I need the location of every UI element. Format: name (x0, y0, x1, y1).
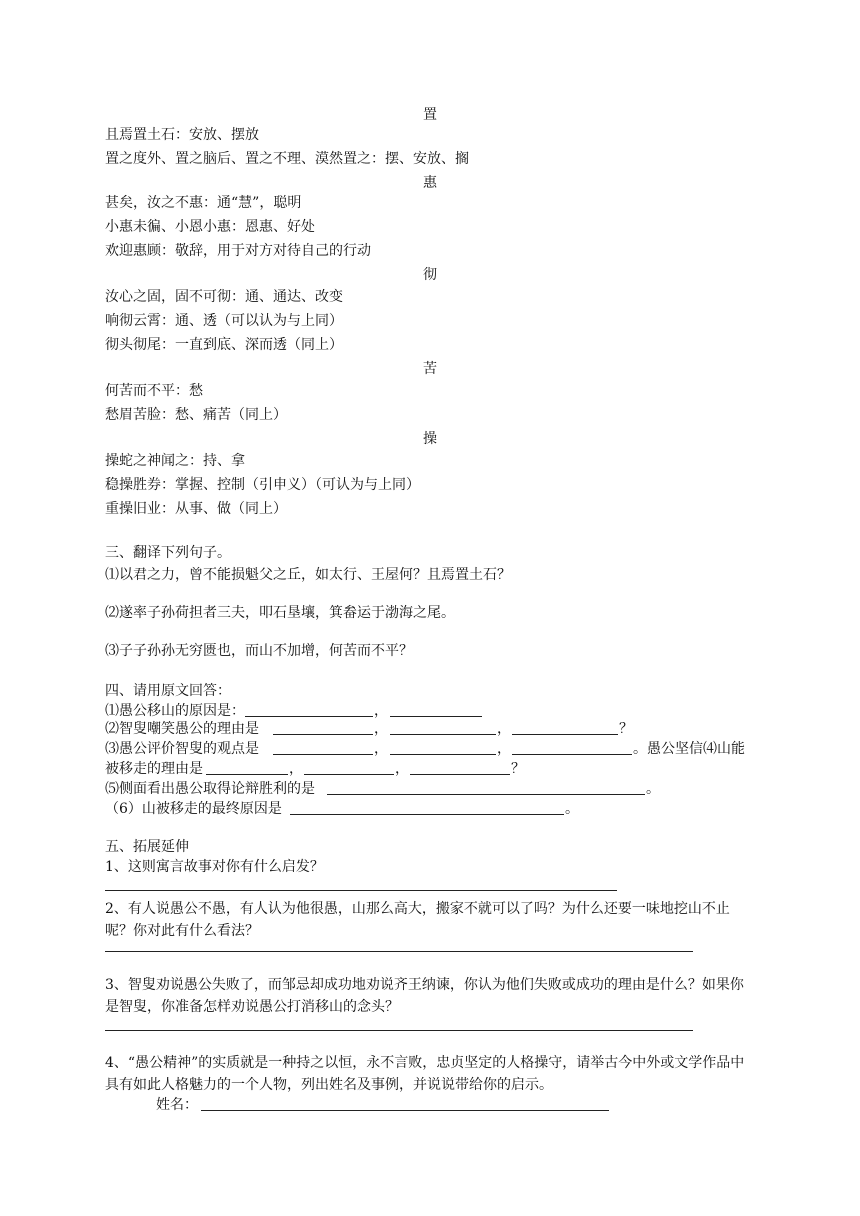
char-heading-cao: 操 (423, 431, 437, 447)
answer-line[interactable] (105, 951, 693, 952)
meaning-line: 且焉置土石：安放、摆放 (105, 127, 259, 143)
question-label: 被移走的理由是 (105, 761, 203, 777)
answer-blank[interactable] (390, 754, 496, 755)
meaning-line: 甚矣，汝之不惠：通“慧”，聪明 (105, 195, 302, 211)
section-title: 三、翻译下列句子。 (105, 545, 231, 561)
name-label: 姓名： (156, 1097, 198, 1113)
question-label: ⑵智叟嘲笑愚公的理由是 (105, 721, 259, 737)
meaning-line: 欢迎惠顾：敬辞，用于对方对待自己的行动 (105, 243, 371, 259)
separator: ？ (619, 721, 633, 737)
answer-blank[interactable] (327, 794, 645, 795)
char-heading-zhi: 置 (423, 107, 437, 123)
answer-blank[interactable] (206, 774, 288, 775)
separator: ？ (511, 761, 525, 777)
question-label: ⑴愚公移山的原因是： (105, 703, 245, 719)
meaning-line: 操蛇之神闻之：持、拿 (105, 453, 245, 469)
meaning-line: 何苦而不平：愁 (105, 383, 203, 399)
question-label: 。愚公坚信⑷山能 (633, 741, 745, 757)
char-heading-ku: 苦 (423, 361, 437, 377)
char-heading-che: 彻 (423, 267, 437, 283)
answer-blank[interactable] (390, 734, 496, 735)
meaning-line: 汝心之固，固不可彻：通、通达、改变 (105, 289, 343, 305)
extension-question: 1、这则寓言故事对你有什么启发？ (105, 859, 324, 875)
separator: ， (374, 703, 388, 719)
answer-blank[interactable] (512, 734, 618, 735)
answer-blank[interactable] (304, 774, 394, 775)
separator: ， (497, 721, 511, 737)
answer-line[interactable] (105, 1030, 693, 1031)
extension-question: 3、智叟劝说愚公失败了，而邹忌却成功地劝说齐王纳谏，你认为他们失败或成功的理由是什么？如果你是智叟，你准备怎样劝说愚公打消移山的念头？ (105, 977, 744, 1015)
separator: 。 (646, 781, 660, 797)
meaning-line: 稳操胜券：掌握、控制（引申义）（可认为与上同） (105, 477, 420, 493)
translate-item: ⑴以君之力，曾不能损魁父之丘，如太行、王屋何？且焉置土石？ (105, 567, 511, 583)
separator: ， (374, 741, 388, 757)
answer-blank[interactable] (273, 734, 373, 735)
section-title: 四、请用原文回答： (105, 683, 231, 699)
separator: ， (289, 761, 303, 777)
answer-line[interactable] (105, 890, 617, 891)
separator: ， (497, 741, 511, 757)
extension-question: 2、有人说愚公不愚，有人认为他很愚，山那么高大，搬家不就可以了吗？为什么还要一味地挖山不止呢？你对此有什么看法？ (105, 901, 730, 939)
question-label: （6）山被移走的最终原因是 (105, 801, 282, 817)
answer-blank[interactable] (512, 754, 632, 755)
separator: ， (395, 761, 409, 777)
meaning-line: 置之度外、置之脑后、置之不理、漠然置之：摆、安放、搁 (105, 151, 469, 167)
meaning-line: 愁眉苦脸：愁、痛苦（同上） (105, 407, 287, 423)
translate-item: ⑶子子孙孙无穷匮也，而山不加增，何苦而不平？ (105, 643, 413, 659)
answer-blank[interactable] (290, 814, 564, 815)
answer-blank[interactable] (245, 716, 373, 717)
meaning-line: 小惠未徧、小恩小惠：恩惠、好处 (105, 219, 315, 235)
answer-blank[interactable] (390, 716, 482, 717)
separator: 。 (565, 801, 579, 817)
section-title: 五、拓展延伸 (105, 839, 189, 855)
meaning-line: 重操旧业：从事、做（同上） (105, 501, 287, 517)
extension-question: 4、“愚公精神”的实质就是一种持之以恒，永不言败，忠贞坚定的人格操守，请举古今中外或文学作品中具有如此人格魅力的一个人物，列出姓名及事例，并说说带给你的启示。 (105, 1055, 745, 1093)
meaning-line: 彻头彻尾：一直到底、深而透（同上） (105, 337, 343, 353)
char-heading-hui: 惠 (423, 175, 437, 191)
name-answer-line[interactable] (201, 1110, 609, 1111)
separator: ， (374, 721, 388, 737)
translate-item: ⑵遂率子孙荷担者三夫，叩石垦壤，箕畚运于渤海之尾。 (105, 605, 455, 621)
question-label: ⑸侧面看出愚公取得论辩胜利的是 (105, 781, 315, 797)
question-label: ⑶愚公评价智叟的观点是 (105, 741, 259, 757)
answer-blank[interactable] (273, 754, 373, 755)
meaning-line: 响彻云霄：通、透（可以认为与上同） (105, 313, 343, 329)
answer-blank[interactable] (410, 774, 510, 775)
